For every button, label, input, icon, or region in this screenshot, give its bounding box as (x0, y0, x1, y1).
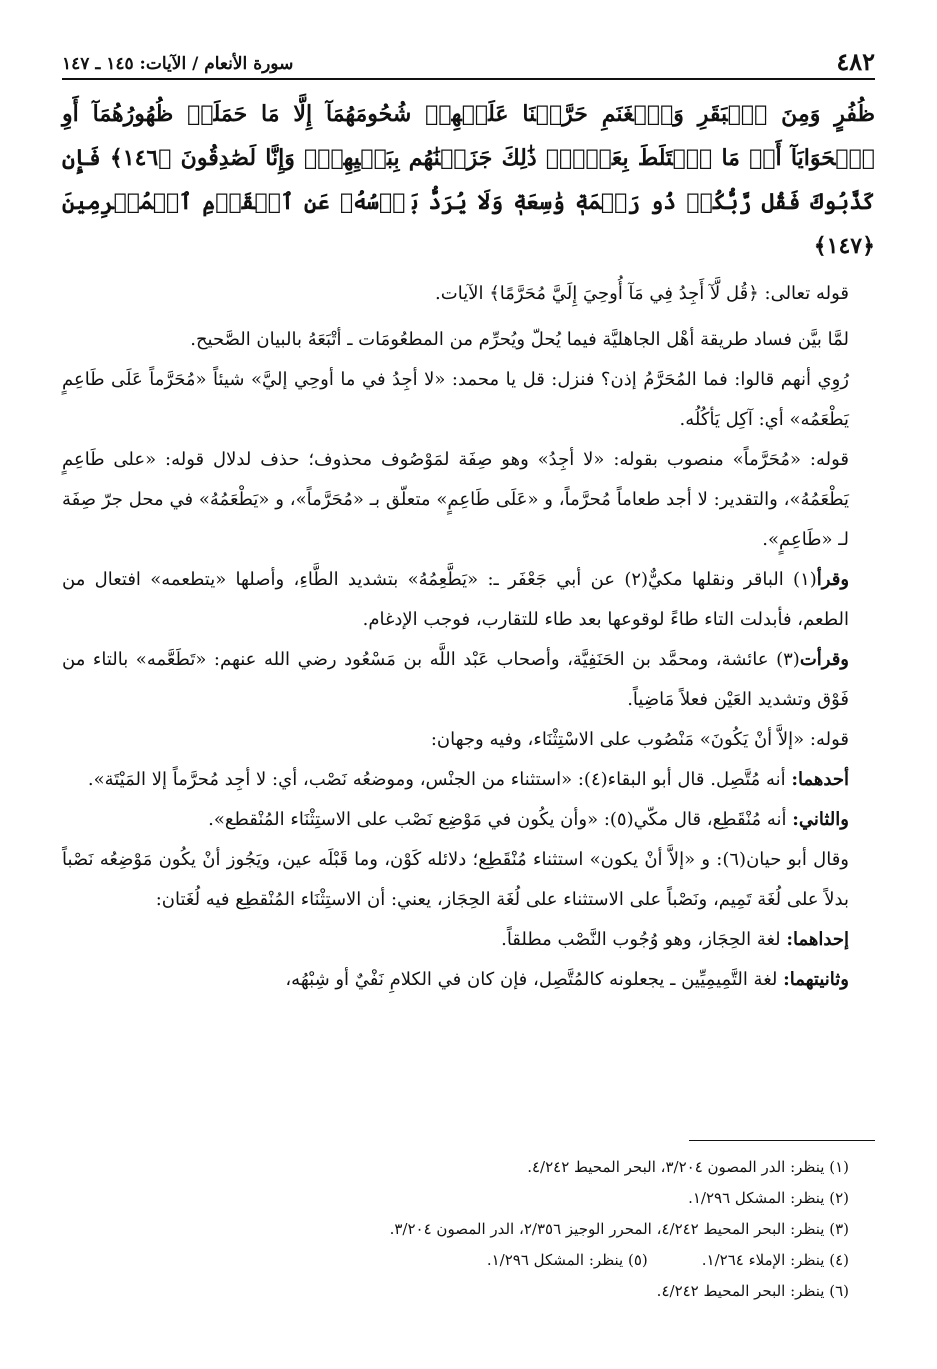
paragraph-6 (62, 640, 875, 720)
page-header (62, 44, 875, 80)
main-text (62, 92, 875, 1000)
paragraph-text: لغة الحِجَاز، وهو وُجُوب النَّصْب مطلقاً. (501, 929, 787, 950)
paragraph-10 (62, 840, 875, 920)
paragraph-8 (62, 760, 875, 800)
paragraph-lead: وقرأت (799, 649, 849, 670)
paragraph-11 (62, 920, 875, 960)
paragraph-5 (62, 560, 875, 640)
paragraph-text: (٣) عائشة، ومحمَّد بن الحَنَفِيَّة، وأصحاب عَبْد اللَّه بن مَسْعُود رضي الله عنهم: «تَطَعَّمه» بالتاء من فَوْق وتشديد العَيْن فعلاً مَاضِياً. (62, 649, 849, 710)
paragraph-lead: إحداهما: (786, 929, 849, 950)
paragraph-7 (62, 720, 875, 760)
footnote-3: (٣) ينظر: البحر المحيط ٤/٢٤٢، المحرر الوجيز ٢/٣٥٦، الدر المصون ٣/٢٠٤. (389, 1220, 849, 1238)
paragraph-text: لغة التَّمِيمِيِّين ـ يجعلونه كالمُتَّصِل، فإن كان في الكلامِ نَفْيٌ أو شِبْهُه، (285, 969, 784, 990)
quran-verses: ظُفُرٍ وَمِنَ ٱلۡبَقَرِ وَٱلۡغَنَمِ حَرَّمۡنَا عَلَيۡهِمۡ شُحُومَهُمَآ إِلَّا مَا حَمَلَتۡ ظُهُورُهُمَآ أَوِ ٱلۡحَوَايَآ أَوۡ مَا ٱخۡتَلَطَ بِعَظۡمٖۚ ذَٰلِكَ جَزَيۡنَٰهُم بِبَغۡيِهِمۡۖ وَإِنَّا لَصَٰدِقُونَ ﴿١٤٦﴾ فَإِن كَذَّبُوكَ فَقُل رَّبُّكُمۡ ذُو رَحۡمَةٖ وَٰسِعَةٖ وَلَا يُرَدُّ بَأۡسُهُۥ عَنِ ٱلۡقَوۡمِ ٱلۡمُجۡرِمِينَ ﴿١٤٧﴾ (62, 101, 875, 259)
paragraph-1 (62, 274, 875, 314)
paragraph-9 (62, 800, 875, 840)
footnote-5: (٥) ينظر: المشكل ١/٢٩٦. (486, 1251, 648, 1269)
paragraph-text: قوله: «مُحَرَّماً» منصوب بقوله: «لا أجِدُ» وهو صِفَة لمَوْصُوف محذوف؛ حذف لدلال قوله: «على طَاعِمٍ يَطْعَمُهُ»، والتقدير: لا أجد طعاماً مُحرَّماً، و «عَلَى طَاعِمٍ» متعلّق بـ «مُحَرَّماً»، و «يَطْعَمُهُ» في محل جرّ صِفَة لـ «طَاعِمٍ». (62, 449, 849, 550)
paragraph-text: أنه مُتَّصِل. قال أبو البقاء(٤): «استثناء من الجنْس، وموضعُه نَصْب، أي: لا أجِد مُحرَّماً إلا المَيْتَة». (87, 769, 792, 790)
paragraph-text: لمَّا بيَّن فساد طريقة أهْل الجاهليَّة فيما يُحلّ ويُحرِّم من المطعُومَات ـ أتْبَعَهُ بالبيان الصَّحيح. (190, 329, 849, 350)
paragraph-2 (62, 320, 875, 360)
paragraph-lead: والثاني: (792, 809, 849, 830)
footnote-6: (٦) ينظر: البحر المحيط ٤/٢٤٢. (656, 1282, 849, 1300)
paragraph-text: قوله تعالى: ﴿قُل لَّآ أَجِدُ فِي مَآ أُوحِيَ إِلَيَّ مُحَرَّمًا﴾ الآيات. (435, 283, 849, 304)
paragraph-3 (62, 360, 875, 440)
footnote-divider (689, 1140, 875, 1141)
paragraph-text: وقال أبو حيان(٦): و «إلاَّ أنْ يكون» استثناء مُنْقَطِع؛ دلائله كَوْن، وما قَبْلَه عين، ويَجُوز أنْ يكُون مَوْضِعُه نَصْباً بدلاً على لُغَة تَمِيم، ونَصْباً على الاستثناء على لُغَة الحِجَاز، يعني: أن الاستِثْنَاء المُنْقطِع فيه لُغَتان: (62, 849, 849, 910)
paragraph-lead: وقرأ (816, 569, 850, 590)
paragraph-12 (62, 960, 875, 1000)
footnotes (62, 1152, 875, 1307)
paragraph-lead: أحدهما: (791, 769, 849, 790)
page-number: ٤٨٢ (836, 47, 875, 76)
footnote-2: (٢) ينظر: المشكل ١/٢٩٦. (688, 1189, 849, 1207)
footnote-row (62, 1245, 875, 1276)
running-title: سورة الأنعام / الآيات: ١٤٥ ـ ١٤٧ (62, 54, 294, 74)
paragraph-lead: وثانيتهما: (783, 969, 849, 990)
paragraph-text: (١) الباقر ونقلها مكيٌّ(٢) عن أبي جَعْفَر ـ: «يَطَّعِمُهُ» بتشديد الطَّاءِ، وأصلها «يتطعمه» افتعال من الطعم، فأبدلت التاء طاءً لوقوعها بعد طاء للتقارب، فوجب الإدغام. (62, 569, 849, 630)
paragraph-text: أنه مُنْقَطِع، قال مكّي(٥): «وأن يكُون في مَوْضِع نَصْب على الاستِثْنَاء المُنْقطع». (208, 809, 793, 830)
paragraph-text: رُوِي أنهم قالوا: فما المُحَرَّمُ إذن؟ فنزل: قل يا محمد: «لا أجِدُ في ما أوحِي إليَّ» شيئاً «مُحَرَّماً عَلَى طَاعِمٍ يَطْعَمُه» أي: آكِل يَأكُلُه. (62, 369, 849, 430)
paragraph-4 (62, 440, 875, 560)
footnote-4: (٤) ينظر: الإملاء ١/٢٦٤. (701, 1251, 849, 1269)
footnote-1: (١) ينظر: الدر المصون ٣/٢٠٤، البحر المحيط ٤/٢٤٢. (527, 1158, 849, 1176)
paragraph-text: قوله: «إلاَّ أنْ يَكُونَ» مَنْصُوب على الاسْتِثْنَاء، وفيه وجهان: (430, 729, 849, 750)
